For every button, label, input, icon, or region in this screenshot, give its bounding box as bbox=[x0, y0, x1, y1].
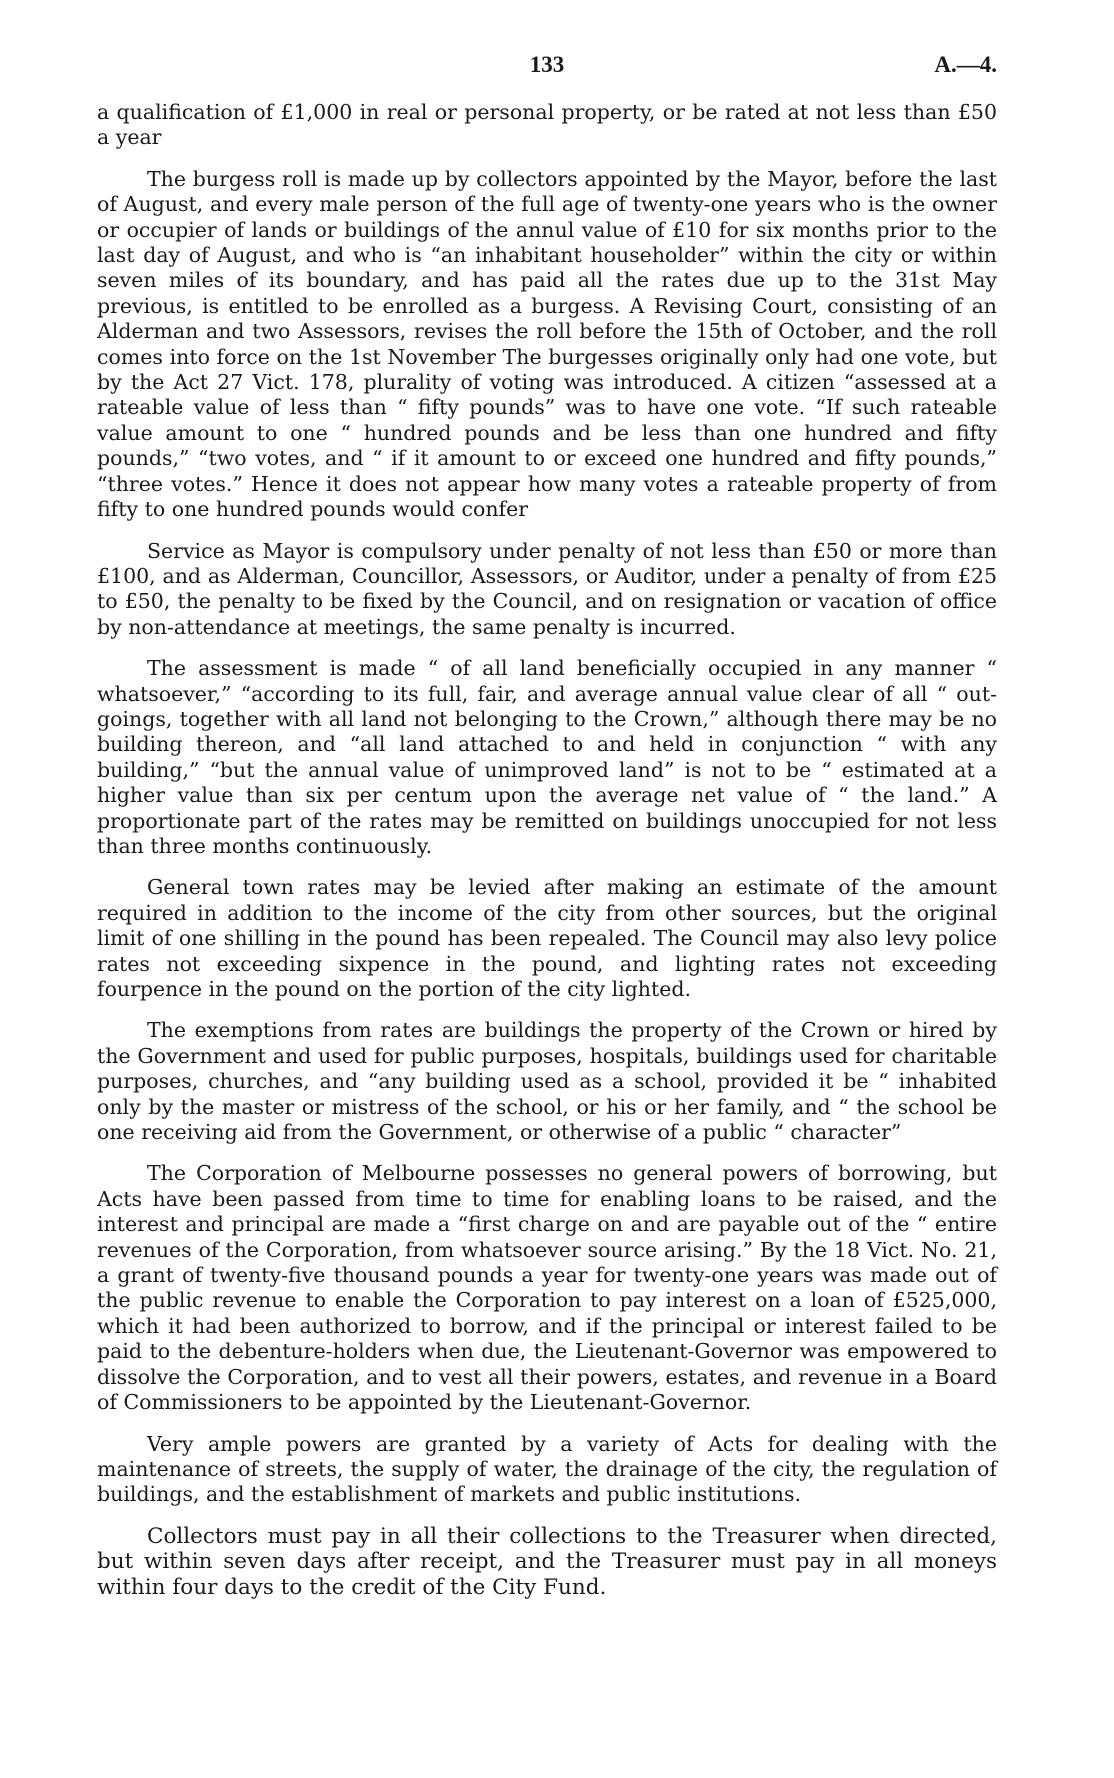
body-text bbox=[97, 100, 997, 1616]
paragraph-borrowing: The Corporation of Melbourne possesses no general powers of borrowing, but Acts have been passed from time to time for enabling loans to be raised, and the interest and principal are made a “first charge on and are payable out of the “ entire revenues of the Corporation, from whatsoever source arising.” By the 18 Vict. No. 21, a grant of twenty-five thousand pounds a year for twenty-one years was made out of the public revenue to enable the Corporation to pay interest on a loan of £525,000, which it had been authorized to borrow, and if the principal or interest failed to be paid to the debenture-holders when due, the Lieutenant-Governor was empowered to dissolve the Corporation, and to vest all their powers, estates, and revenue in a Board of Commissioners to be appointed by the Lieutenant-Governor. bbox=[97, 1161, 997, 1415]
page-number: 133 bbox=[529, 52, 565, 77]
paragraph-exemptions: The exemptions from rates are buildings the property of the Crown or hired by the Government and used for public purposes, hospitals, buildings used for charitable purposes, churches, and “any building used as a school, provided it be “ inhabited only by the master or mistress of the school, or his or her family, and “ the school be one receiving aid from the Government, or otherwise of a public “ character” bbox=[97, 1018, 997, 1145]
paragraph-service-penalty: Service as Mayor is compulsory under penalty of not less than £50 or more than £100, and as Alderman, Councillor, Assessors, or Auditor, under a penalty of from £25 to £50, the penalty to be fixed by the Council, and on resignation or vacation of office by non-attendance at meetings, the same penalty is incurred. bbox=[97, 538, 997, 639]
paragraph-town-rates: General town rates may be levied after making an estimate of the amount required in addition to the income of the city from other sources, but the original limit of one shilling in the pound has been repealed. The Council may also levy police rates not exceeding sixpence in the pound, and lighting rates not exceeding fourpence in the pound on the portion of the city lighted. bbox=[97, 875, 997, 1001]
paragraph-burgess-roll: The burgess roll is made up by collectors appointed by the Mayor, before the last of August, and every male person of the full age of twenty-one years who is the owner or occupier of lands or buildings of the annul value of £10 for six months prior to the last day of August, and who is “an inhabitant householder” within the city or within seven miles of its boundary, and has paid all the rates due up to the 31st May previous, is entitled to be enrolled as a burgess. A Revising Court, consisting of an Alderman and two Assessors, revises the roll before the 15th of October, and the roll comes into force on the 1st November The burgesses originally only had one vote, but by the Act 27 Vict. 178, plurality of voting was introduced. A citizen “assessed at a rateable value of less than “ fifty pounds” was to have one vote. “If such rateable value amount to one “ hundred pounds and be less than one hundred and fifty pounds,” “two votes, and “ if it amount to or exceed one hundred and fifty pounds,” “three votes.” Hence it does not appear how many votes a rateable property of from fifty to one hundred pounds would confer bbox=[97, 166, 997, 522]
paragraph-qualification: a qualification of £1,000 in real or personal property, or be rated at not less than £50 a year bbox=[97, 100, 997, 150]
page-header bbox=[97, 52, 997, 82]
paragraph-collectors: Collectors must pay in all their collections to the Treasurer when directed, but within seven days after receipt, and the Treasurer must pay in all moneys within four days to the credit of the City Fund. bbox=[97, 1523, 997, 1600]
paragraph-assessment: The assessment is made “ of all land beneficially occupied in any manner “ whatsoever,” “according to its full, fair, and average annual value clear of all “ out-goings, together with all land not belonging to the Crown,” although there may be no building thereon, and “all land attached to and held in conjunction “ with any building,” “but the annual value of unimproved land” is not to be “ estimated at a higher value than six per centum upon the average net value of “ the land.” A proportionate part of the rates may be remitted on buildings unoccupied for not less than three months continuously. bbox=[97, 656, 997, 858]
paragraph-powers: Very ample powers are granted by a variety of Acts for dealing with the maintenance of streets, the supply of water, the drainage of the city, the regulation of buildings, and the establishment of markets and public institutions. bbox=[97, 1431, 997, 1507]
document-reference: A.—4. bbox=[934, 52, 997, 77]
